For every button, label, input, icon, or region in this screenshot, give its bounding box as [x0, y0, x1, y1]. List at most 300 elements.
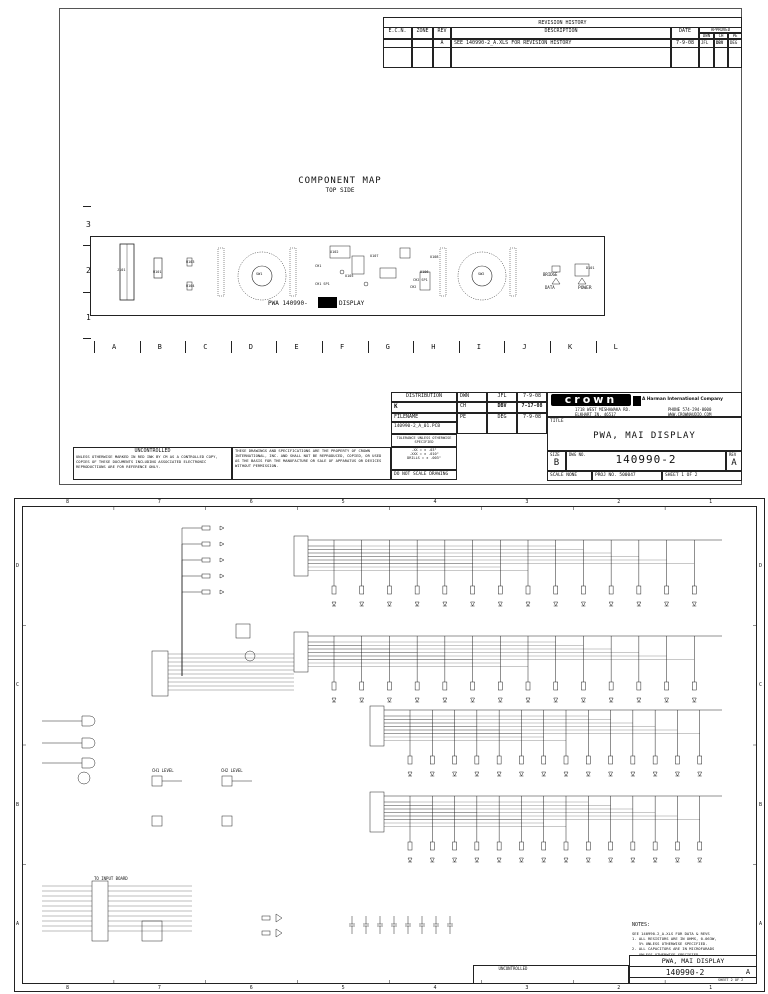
led-diode	[519, 772, 523, 776]
board-label-redaction	[318, 297, 337, 308]
col-date: DATE	[671, 27, 699, 39]
revision-history-title: REVISION HISTORY	[538, 20, 587, 26]
led-diode	[475, 858, 479, 862]
led-resistor	[542, 756, 546, 764]
driver-ic	[370, 792, 384, 832]
border-col-3-top: 3	[525, 499, 529, 505]
led-diode	[609, 772, 613, 776]
led-resistor	[519, 842, 523, 850]
led-diode	[581, 698, 585, 702]
driver-ic	[294, 632, 308, 672]
transistor	[245, 651, 255, 661]
led-resistor	[581, 586, 585, 594]
part-ref: U102	[330, 250, 339, 254]
border-col-1-bottom: 1	[709, 985, 713, 991]
harman-logo-icon	[633, 396, 641, 406]
tb-filename-label: FILENAME	[391, 413, 457, 422]
tb-dwn-name: JFL	[487, 392, 517, 402]
part-ref: SW1	[256, 272, 263, 276]
map-row-tick	[83, 338, 91, 339]
led-diode	[443, 698, 447, 702]
led-diode	[675, 858, 679, 862]
led-diode	[609, 698, 613, 702]
led-diode	[332, 602, 336, 606]
led-diode	[586, 772, 590, 776]
col-description: DESCRIPTION	[451, 27, 671, 39]
led-diode	[586, 858, 590, 862]
led-diode	[554, 698, 558, 702]
led-diode	[653, 858, 657, 862]
drawing-title: PWA, MAI DISPLAY	[593, 431, 696, 441]
driver-ic	[294, 536, 308, 576]
led-resistor	[631, 756, 635, 764]
led-diode	[564, 772, 568, 776]
led-resistor	[637, 682, 641, 690]
controller-ic	[152, 651, 168, 696]
led-resistor	[453, 756, 457, 764]
note-line: 5% UNLESS OTHERWISE SPECIFIED.	[632, 941, 708, 947]
indicator-led	[276, 914, 282, 922]
crown-logo-text: crown	[564, 393, 618, 406]
led-resistor	[408, 842, 412, 850]
map-row-label-3: 3	[86, 220, 91, 229]
led-diode	[453, 772, 457, 776]
led-diode	[665, 698, 669, 702]
dwg-number: 140990-2	[615, 452, 677, 466]
note-line: SEE 140990-2_A.XLS FOR DATA & REVS	[632, 931, 710, 936]
sheet2-sheet: SHEET 2 OF 2	[718, 978, 744, 982]
led-resistor	[564, 842, 568, 850]
part-ref: U101	[153, 270, 162, 274]
map-col-label-d: D	[248, 343, 254, 351]
ch2-level-label: CH2 LEVEL	[221, 768, 243, 773]
level-pot	[152, 776, 162, 786]
row-dwn: JFL	[699, 39, 714, 68]
led-resistor	[637, 586, 641, 594]
part-ref: U108	[430, 255, 439, 259]
indicator-resistor	[262, 916, 270, 920]
led-diode	[698, 858, 702, 862]
led-diode	[631, 772, 635, 776]
rev-cell	[726, 451, 742, 471]
dwg-label: DWG NO.	[569, 452, 586, 457]
size-label: SIZE	[550, 452, 560, 457]
website: WWW.CROWNAUDIO.COM	[668, 412, 712, 417]
led-diode	[453, 858, 457, 862]
tb-distribution: DISTRIBUTION	[391, 392, 457, 402]
map-col-label-h: H	[431, 343, 436, 351]
tol-line: DRILLS = ± .003"	[407, 456, 441, 461]
part-ref: U103	[186, 260, 195, 264]
led-resistor	[586, 842, 590, 850]
border-col-1-top: 1	[709, 499, 713, 505]
led-diode	[387, 602, 391, 606]
led-diode	[430, 772, 434, 776]
component-map-subtitle: TOP SIDE	[325, 187, 355, 194]
map-col-label-e: E	[294, 343, 299, 351]
map-col-label-i: I	[476, 343, 482, 351]
bridge-relay	[236, 624, 250, 638]
uncontrolled-title: UNCONTROLLED	[134, 448, 171, 454]
led-diode	[526, 698, 530, 702]
led-resistor	[497, 842, 501, 850]
col-pe: PE	[728, 33, 742, 39]
indicator-led	[276, 929, 282, 937]
notes-block	[632, 922, 757, 957]
border-col-5-top: 5	[341, 499, 345, 505]
map-col-tick	[140, 341, 141, 353]
led-diode	[408, 858, 412, 862]
led-diode	[471, 602, 475, 606]
led-resistor	[653, 756, 657, 764]
led-resistor	[443, 586, 447, 594]
tb-ch: CH	[457, 402, 487, 413]
led-resistor	[415, 586, 419, 594]
map-col-label-g: G	[385, 343, 390, 351]
map-col-tick	[322, 341, 323, 353]
led-diode	[408, 772, 412, 776]
status-resistor	[202, 542, 210, 546]
part-ref: U107	[370, 254, 379, 258]
led-diode	[498, 602, 502, 606]
part-ref: D101	[586, 266, 595, 270]
input-connector	[92, 881, 108, 941]
map-col-tick	[276, 341, 277, 353]
row-rev: A	[433, 39, 451, 68]
led-resistor	[665, 586, 669, 594]
led-diode	[475, 772, 479, 776]
part-ref-data: DATA	[545, 285, 555, 290]
led-diode	[637, 602, 641, 606]
tol-line: .XXX = ± .010"	[409, 452, 439, 457]
border-row-C-right: C	[759, 682, 763, 689]
led-resistor	[497, 756, 501, 764]
tb-pe-date: 7-9-08	[517, 413, 547, 434]
led-resistor	[609, 586, 613, 594]
indicator-resistor	[262, 931, 270, 935]
size-cell	[547, 451, 566, 471]
sheet2-rev: A	[745, 968, 751, 976]
row-description: SEE 140990-2_A.XLS FOR REVISION HISTORY	[451, 39, 671, 68]
status-led	[220, 590, 224, 594]
border-col-6-bottom: 6	[249, 985, 253, 991]
led-diode	[526, 602, 530, 606]
led-diode	[542, 772, 546, 776]
status-led	[220, 558, 224, 562]
size-value: B	[553, 457, 560, 468]
led-resistor	[430, 756, 434, 764]
led-diode	[564, 858, 568, 862]
led-diode	[497, 772, 501, 776]
note-line: UNLESS OTHERWISE SPECIFIED.	[632, 951, 701, 957]
tb-pe: PE	[457, 413, 487, 434]
led-resistor	[653, 842, 657, 850]
led-diode	[360, 602, 364, 606]
led-resistor	[332, 586, 336, 594]
led-diode	[542, 858, 546, 862]
map-row-label-2: 2	[86, 266, 91, 275]
led-resistor	[581, 682, 585, 690]
part-ref-power: POWER	[578, 286, 592, 291]
map-col-label-c: C	[203, 343, 208, 351]
uncontrolled-note	[73, 447, 232, 480]
led-diode	[692, 602, 696, 606]
border-col-2-bottom: 2	[617, 985, 621, 991]
led-resistor	[692, 586, 696, 594]
logic-gate	[82, 716, 95, 726]
map-col-tick	[550, 341, 551, 353]
led-resistor	[498, 682, 502, 690]
led-diode	[665, 602, 669, 606]
dwg-cell	[566, 451, 726, 471]
border-col-2-top: 2	[617, 499, 621, 505]
part-ref-bridge: BRIDGE	[543, 272, 558, 277]
led-resistor	[554, 586, 558, 594]
tb-do-not-scale: DO NOT SCALE DRAWING	[391, 470, 457, 480]
part-ref: J101	[117, 268, 126, 272]
border-row-C-left: C	[16, 682, 20, 689]
led-resistor	[453, 842, 457, 850]
part-ref: U104	[186, 284, 195, 288]
border-row-D-right: D	[759, 562, 763, 569]
led-resistor	[586, 756, 590, 764]
border-col-8-bottom: 8	[65, 985, 69, 991]
board-label-prefix: PWA 140990-	[268, 300, 308, 307]
led-resistor	[692, 682, 696, 690]
led-diode	[519, 858, 523, 862]
notes-title: NOTES:	[632, 922, 651, 928]
map-row-label-1: 1	[86, 313, 91, 322]
board-label-suffix: DISPLAY	[339, 300, 365, 307]
led-resistor	[526, 682, 530, 690]
tb-filename: 140990-2_A_01.PCB	[391, 422, 457, 434]
harman-text: A Harman International Company	[642, 397, 723, 402]
led-resistor	[360, 682, 364, 690]
title-label: TITLE	[550, 419, 564, 424]
map-col-label-k: K	[568, 343, 573, 351]
map-col-tick	[596, 341, 597, 353]
map-col-label-a: A	[112, 343, 117, 351]
led-resistor	[443, 682, 447, 690]
led-resistor	[471, 682, 475, 690]
led-resistor	[415, 682, 419, 690]
phone: PHONE 574-294-8000	[668, 407, 712, 412]
map-col-label-f: F	[340, 343, 345, 351]
led-diode	[443, 602, 447, 606]
status-led	[220, 574, 224, 578]
map-col-tick	[368, 341, 369, 353]
led-resistor	[498, 586, 502, 594]
led-diode	[692, 698, 696, 702]
led-resistor	[665, 682, 669, 690]
led-resistor	[631, 842, 635, 850]
led-diode	[360, 698, 364, 702]
led-diode	[430, 858, 434, 862]
status-led	[220, 526, 224, 530]
led-resistor	[675, 756, 679, 764]
tol-line: .XX = ± .03"	[411, 448, 437, 452]
level-pot	[222, 776, 232, 786]
led-resistor	[360, 586, 364, 594]
led-resistor	[542, 842, 546, 850]
row-date: 7-9-08	[671, 39, 699, 68]
led-diode	[554, 602, 558, 606]
border-row-B-right: B	[759, 801, 763, 808]
status-led	[220, 542, 224, 546]
proprietary-note: THESE DRAWINGS AND SPECIFICATIONS ARE THE PROPERTY OF CROWN INTERNATIONAL, INC. AND SHALL NOT BE REPRODUCED, COPIED, OR USED AS THE BASIS FOR THE MANUFACTURE OR SALE OF APPARATUS OR DEVICES WITHOUT PERMISSION.	[232, 447, 391, 480]
led-resistor	[332, 682, 336, 690]
part-ref: CH2	[410, 285, 417, 289]
component-map-title: COMPONENT MAP	[298, 176, 382, 186]
led-resistor	[564, 756, 568, 764]
led-diode	[653, 772, 657, 776]
map-col-tick	[459, 341, 460, 353]
col-rev: REV	[433, 27, 451, 39]
col-ecn: E.C.N.	[383, 27, 412, 39]
proj-no: PROJ NO. 500047	[592, 471, 662, 481]
led-diode	[609, 602, 613, 606]
led-diode	[698, 772, 702, 776]
part-ref: CH2 SP1	[413, 278, 428, 282]
uncontrolled-text: UNLESS OTHERWISE MARKED IN RED INK BY CM AS A CONTROLLED COPY, COPIES OF THESE DOCUMENTS INCLUDING ASSOCIATED ELECTRONIC REPRODUCTIONS ARE FOR REFERENCE ONLY.	[76, 453, 218, 469]
led-resistor	[408, 756, 412, 764]
level-pot	[152, 816, 162, 826]
led-resistor	[475, 842, 479, 850]
tb-tolerance-values	[391, 447, 457, 470]
tb-tolerance: TOLERANCE UNLESS OTHERWISE SPECIFIED	[391, 434, 457, 447]
led-resistor	[475, 756, 479, 764]
led-resistor	[526, 586, 530, 594]
map-col-label-b: B	[157, 343, 162, 351]
sheet2-uncontrolled	[473, 965, 629, 984]
border-col-8-top: 8	[65, 499, 69, 505]
tb-ch-date: 7-17-08	[517, 402, 547, 413]
row-pe: DEG	[728, 39, 742, 68]
led-diode	[675, 772, 679, 776]
note-line: 1. ALL RESISTORS ARE IN OHMS, 0.063W,	[632, 936, 717, 942]
tb-dwn: DWN	[457, 392, 487, 402]
led-resistor	[471, 586, 475, 594]
led-diode	[609, 858, 613, 862]
led-resistor	[609, 756, 613, 764]
tb-ch-name: DBV	[487, 402, 517, 413]
rev-label: REV	[729, 452, 737, 457]
part-ref: CH1 SP1	[315, 282, 330, 286]
border-col-6-top: 6	[249, 499, 253, 505]
status-resistor	[202, 574, 210, 578]
ch1-level-label: CH1 LEVEL	[152, 768, 174, 773]
map-row-tick	[83, 206, 91, 207]
tb-pe-name: DEG	[487, 413, 517, 434]
map-col-tick	[94, 341, 95, 353]
led-resistor	[698, 756, 702, 764]
led-diode	[387, 698, 391, 702]
rev-value: A	[731, 457, 737, 468]
logic-gate	[82, 758, 95, 768]
led-diode	[581, 602, 585, 606]
map-col-tick	[231, 341, 232, 353]
map-col-tick	[413, 341, 414, 353]
part-ref: SW2	[478, 272, 485, 276]
led-diode	[631, 858, 635, 862]
sheet2-title: PWA, MAI DISPLAY	[661, 957, 725, 965]
border-col-7-top: 7	[157, 499, 161, 505]
note-line: 2. ALL CAPACITORS ARE IN MICROFARADS	[632, 946, 715, 952]
sheet-no: SHEET 1 OF 2	[662, 471, 742, 481]
oscillator	[78, 772, 90, 784]
row-ecn	[383, 39, 412, 68]
led-diode	[415, 602, 419, 606]
led-diode	[471, 698, 475, 702]
status-resistor	[202, 590, 210, 594]
led-resistor	[387, 682, 391, 690]
sheet2-dwg: 140990-2	[665, 968, 705, 977]
led-diode	[637, 698, 641, 702]
status-resistor	[202, 526, 210, 530]
sheet2-title-divider	[629, 966, 757, 967]
led-resistor	[387, 586, 391, 594]
led-diode	[415, 698, 419, 702]
col-zone: ZONE	[412, 27, 433, 39]
map-col-tick	[504, 341, 505, 353]
col-dwn: DWN	[699, 33, 714, 39]
led-resistor	[609, 682, 613, 690]
border-col-4-bottom: 4	[433, 985, 437, 991]
led-diode	[497, 858, 501, 862]
border-col-3-bottom: 3	[525, 985, 529, 991]
row-ch: DBV	[714, 39, 728, 68]
led-resistor	[554, 682, 558, 690]
schematic-drawing	[22, 506, 757, 984]
border-row-A-right: A	[759, 921, 763, 928]
logic-gate	[82, 738, 95, 748]
led-resistor	[698, 842, 702, 850]
rev-row-divider	[383, 47, 742, 48]
border-col-7-bottom: 7	[157, 985, 161, 991]
led-resistor	[519, 756, 523, 764]
tb-dist-value: K	[391, 402, 457, 413]
input-board-label: TO INPUT BOARD	[94, 876, 128, 881]
address-line: 1718 WEST MISHAWAKA RD.	[575, 407, 631, 412]
led-resistor	[430, 842, 434, 850]
level-pot	[222, 816, 232, 826]
border-col-5-bottom: 5	[341, 985, 345, 991]
tb-dwn-date: 7-9-08	[517, 392, 547, 402]
led-diode	[498, 698, 502, 702]
sheet2-uncontrolled-title: UNCONTROLLED	[498, 966, 528, 971]
border-row-A-left: A	[16, 921, 20, 928]
col-ch: CH	[714, 33, 728, 39]
address-line: ELKHART IN. 46517	[575, 412, 616, 417]
led-diode	[332, 698, 336, 702]
driver-ic	[370, 706, 384, 746]
part-ref: U106	[420, 270, 429, 274]
status-resistor	[202, 558, 210, 562]
scale: SCALE NONE	[547, 471, 592, 481]
led-resistor	[675, 842, 679, 850]
border-row-D-left: D	[16, 562, 20, 569]
map-col-label-l: L	[613, 343, 618, 351]
col-approved: APPROVED	[699, 27, 742, 33]
led-resistor	[609, 842, 613, 850]
border-col-4-top: 4	[433, 499, 437, 505]
part-ref: U105	[345, 274, 354, 278]
map-col-tick	[185, 341, 186, 353]
map-col-label-j: J	[522, 343, 527, 351]
part-ref: CH1	[315, 264, 322, 268]
border-row-B-left: B	[16, 801, 20, 808]
row-zone	[412, 39, 433, 68]
